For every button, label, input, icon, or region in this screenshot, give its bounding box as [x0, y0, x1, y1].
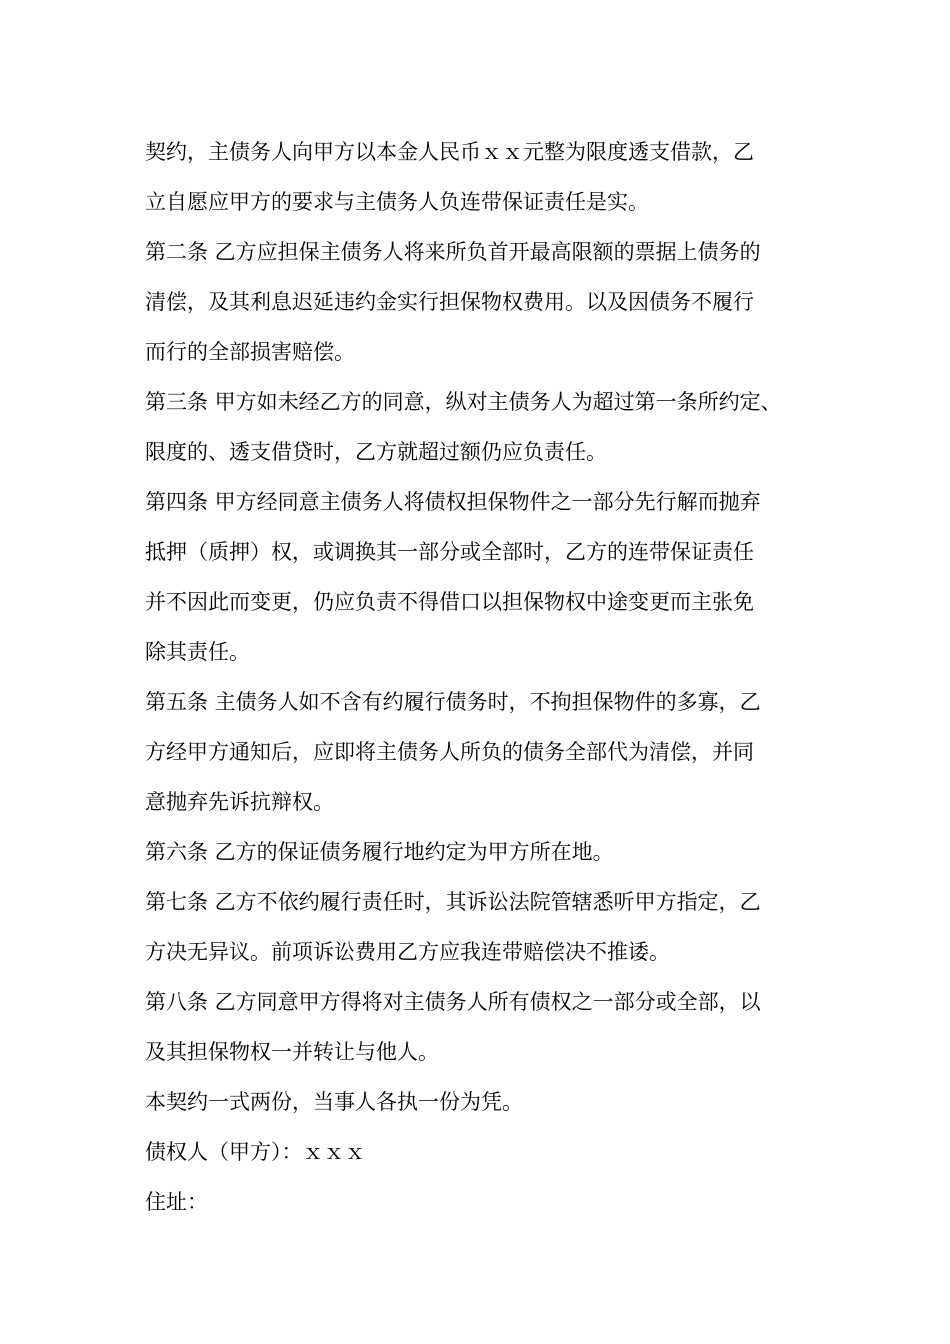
- text-line-9: 抵押（质押）权，或调换其一部分或全部时，乙方的连带保证责任: [145, 540, 754, 564]
- text-line-12: 第五条 主债务人如不含有约履行债务时，不拘担保物件的多寡，乙: [145, 690, 761, 714]
- contract-body: [145, 127, 825, 1227]
- text-line-5: 而行的全部损害赔偿。: [145, 340, 355, 364]
- text-line-4: 清偿，及其利息迟延违约金实行担保物权费用。以及因债务不履行: [145, 290, 754, 314]
- text-line-16: 第七条 乙方不依约履行责任时，其诉讼法院管辖悉听甲方指定，乙: [145, 890, 761, 914]
- text-line-11: 除其责任。: [145, 640, 250, 664]
- text-line-2: 立自愿应甲方的要求与主债务人负连带保证责任是实。: [145, 190, 649, 214]
- text-line-3: 第二条 乙方应担保主债务人将来所负首开最高限额的票据上债务的: [145, 240, 761, 264]
- text-line-8: 第四条 甲方经同意主债务人将债权担保物件之一部分先行解而抛弃: [145, 490, 761, 514]
- text-line-6: 第三条 甲方如未经乙方的同意，纵对主债务人为超过第一条所约定、: [145, 390, 782, 414]
- text-line-20: 本契约一式两份，当事人各执一份为凭。: [145, 1090, 523, 1114]
- text-line-19: 及其担保物权一并转让与他人。: [145, 1040, 439, 1064]
- text-line-14: 意抛弃先诉抗辩权。: [145, 790, 334, 814]
- text-line-10: 并不因此而变更，仍应负责不得借口以担保物权中途变更而主张免: [145, 590, 754, 614]
- text-line-15: 第六条 乙方的保证债务履行地约定为甲方所在地。: [145, 840, 614, 864]
- text-line-22: 住址：: [145, 1190, 208, 1214]
- text-line-7: 限度的、透支借贷时，乙方就超过额仍应负责任。: [145, 440, 607, 464]
- text-line-18: 第八条 乙方同意甲方得将对主债务人所有债权之一部分或全部，以: [145, 990, 761, 1014]
- text-line-13: 方经甲方通知后，应即将主债务人所负的债务全部代为清偿，并同: [145, 740, 754, 764]
- text-line-17: 方决无异议。前项诉讼费用乙方应我连带赔偿决不推诿。: [145, 940, 670, 964]
- text-line-21: 债权人（甲方）：ｘｘｘ: [145, 1140, 366, 1164]
- text-line-1: 契约，主债务人向甲方以本金人民币ｘｘ元整为限度透支借款，乙: [145, 140, 754, 164]
